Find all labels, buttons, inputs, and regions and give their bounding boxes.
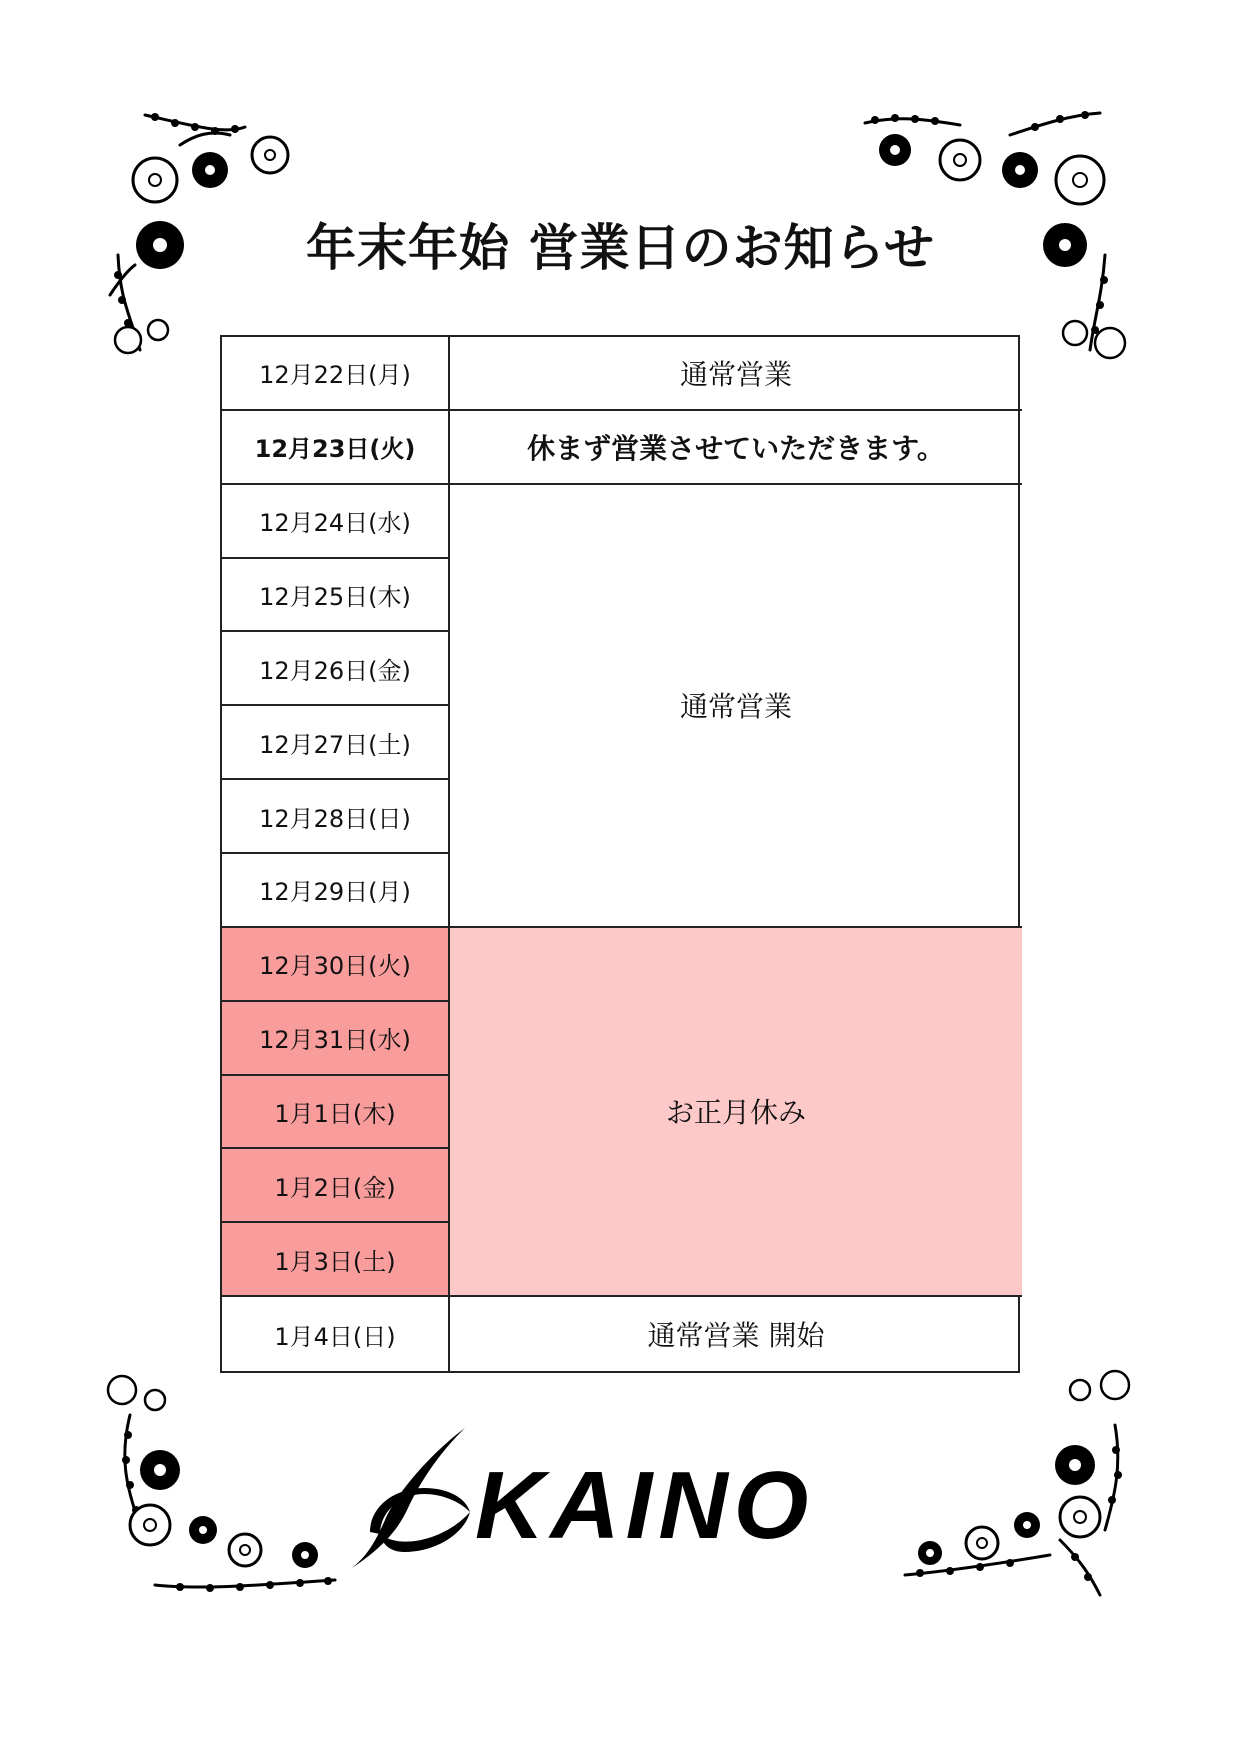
date-cell: 12月28日(日)	[222, 780, 450, 854]
status-cell: 休まず営業させていただきます。	[450, 411, 1022, 485]
schedule-table	[220, 335, 1020, 1373]
date-cell: 12月29日(月)	[222, 854, 450, 928]
status-cell: 通常営業 開始	[647, 1319, 825, 1353]
plum-blossom-icon	[100, 1365, 340, 1605]
date-cell: 12月27日(土)	[222, 706, 450, 780]
status-cell: 通常営業	[450, 337, 1022, 411]
holiday-date-cell: 1月2日(金)	[222, 1149, 450, 1223]
holiday-date-cell: 1月3日(土)	[222, 1223, 450, 1297]
kaino-logo	[340, 1420, 910, 1570]
date-cell: 12月23日(火)	[222, 411, 450, 485]
date-cell: 12月22日(月)	[222, 337, 450, 411]
status-cell: 通常営業	[450, 485, 1022, 928]
plum-blossom-icon	[860, 105, 1140, 365]
holiday-status-cell: お正月休み	[450, 928, 1022, 1297]
date-cell: 12月26日(金)	[222, 632, 450, 706]
holiday-date-cell: 12月30日(火)	[222, 928, 450, 1002]
swoosh-icon	[352, 1428, 470, 1568]
plum-blossom-icon	[900, 1365, 1140, 1605]
holiday-date-cell: 1月1日(木)	[222, 1076, 450, 1150]
date-cell: 12月25日(木)	[222, 559, 450, 633]
page-title: 年末年始 営業日のお知らせ	[306, 219, 935, 277]
logo-text: KAINO	[475, 1452, 815, 1559]
plum-blossom-icon	[100, 105, 300, 365]
date-cell: 12月24日(水)	[222, 485, 450, 559]
date-cell: 1月4日(日)	[222, 1297, 450, 1371]
holiday-date-cell: 12月31日(水)	[222, 1002, 450, 1076]
